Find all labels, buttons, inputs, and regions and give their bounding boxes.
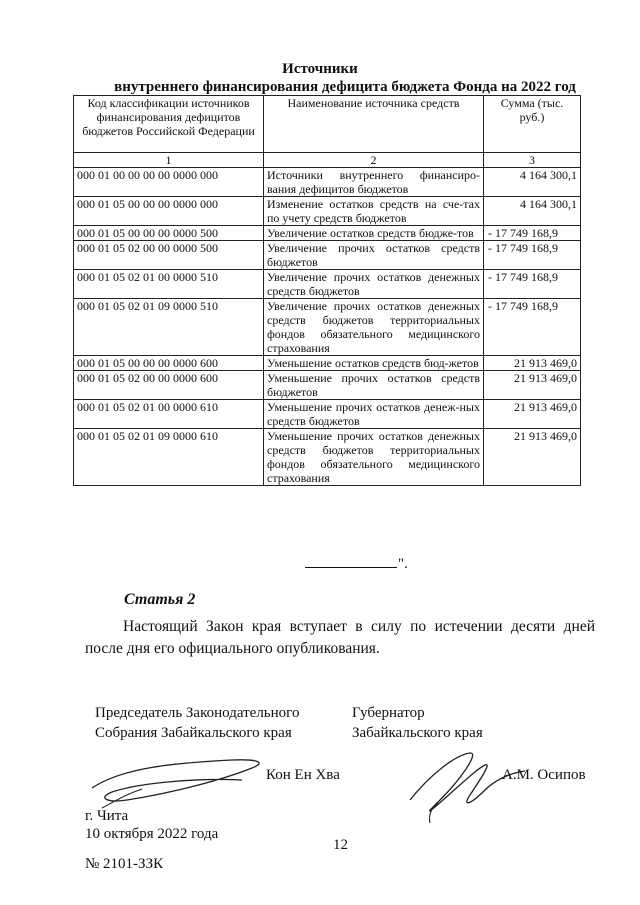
- row-amount: - 17 749 168,9: [484, 226, 581, 241]
- row-amount: 21 913 469,0: [484, 429, 581, 486]
- row-name: Увеличение прочих остатков средств бюджетов: [264, 241, 484, 270]
- place: г. Чита: [85, 808, 129, 824]
- financing-sources-table: [73, 95, 581, 486]
- table-row: [74, 168, 581, 197]
- table-row: [74, 356, 581, 371]
- page-number: 12: [333, 837, 348, 853]
- chairman-title-line2: Собрания Забайкальского края: [95, 725, 292, 741]
- header-name: Наименование источника средств: [264, 96, 484, 153]
- article-text: Настоящий Закон края вступает в силу по истечении десяти дней после дня его официального опубликования.: [85, 618, 595, 657]
- table-row: [74, 429, 581, 486]
- row-amount: 4 164 300,1: [484, 168, 581, 197]
- table-row: [74, 197, 581, 226]
- table-row: [74, 270, 581, 299]
- row-name: Уменьшение прочих остатков денежных средств бюджетов территориальных фондов обязательного медицинского страхования: [264, 429, 484, 486]
- row-name: Изменение остатков средств на сче-тах по учету средств бюджетов: [264, 197, 484, 226]
- row-name: Уменьшение остатков средств бюд-жетов: [264, 356, 484, 371]
- row-amount: - 17 749 168,9: [484, 241, 581, 270]
- header-code: Код классификации источников финансирования дефицитов бюджетов Российской Федерации: [74, 96, 264, 153]
- row-name: Увеличение остатков средств бюдже-тов: [264, 226, 484, 241]
- row-code: 000 01 05 02 01 09 0000 510: [74, 299, 264, 356]
- place-and-date: [85, 807, 218, 843]
- row-code: 000 01 05 00 00 00 0000 600: [74, 356, 264, 371]
- date: 10 октября 2022 года: [85, 826, 219, 842]
- col-number-1: 1: [74, 153, 264, 168]
- row-amount: - 17 749 168,9: [484, 299, 581, 356]
- row-code: 000 01 05 02 00 00 0000 600: [74, 371, 264, 400]
- governor-title-line1: Губернатор: [352, 705, 425, 721]
- table-title-line2: внутреннего финансирования дефицита бюджета Фонда на 2022 год: [114, 79, 576, 95]
- row-name: Уменьшение прочих остатков средств бюджетов: [264, 371, 484, 400]
- row-code: 000 01 05 02 01 00 0000 510: [74, 270, 264, 299]
- governor-title-line2: Забайкальского края: [352, 725, 483, 741]
- closing-underline: [305, 567, 397, 568]
- row-name: Увеличение прочих остатков денежных средств бюджетов: [264, 270, 484, 299]
- row-code: 000 01 05 02 00 00 0000 500: [74, 241, 264, 270]
- article-heading: Статья 2: [124, 591, 196, 608]
- chairman-title-line1: Председатель Законодательного: [95, 705, 300, 721]
- closing-quote: ".: [398, 556, 408, 572]
- governor-title: [352, 703, 483, 743]
- row-name: Увеличение прочих остатков денежных средств бюджетов территориальных фондов обязательного медицинского страхования: [264, 299, 484, 356]
- table-title-line1: Источники: [282, 61, 358, 77]
- table-body: [74, 168, 581, 486]
- row-amount: 4 164 300,1: [484, 197, 581, 226]
- row-code: 000 01 05 02 01 00 0000 610: [74, 400, 264, 429]
- col-number-3: 3: [484, 153, 581, 168]
- law-number: № 2101-ЗЗК: [85, 856, 164, 872]
- table-row: [74, 299, 581, 356]
- closing-mark: [305, 556, 408, 573]
- table-row: [74, 371, 581, 400]
- chairman-name: Кон Ен Хва: [266, 767, 340, 783]
- row-name: Источники внутреннего финансиро-вания дефицитов бюджетов: [264, 168, 484, 197]
- row-name: Уменьшение прочих остатков денеж-ных средств бюджетов: [264, 400, 484, 429]
- row-code: 000 01 05 02 01 09 0000 610: [74, 429, 264, 486]
- governor-name: А.М. Осипов: [502, 767, 586, 783]
- header-sum: Сумма (тыс. руб.): [484, 96, 581, 153]
- row-code: 000 01 00 00 00 00 0000 000: [74, 168, 264, 197]
- row-code: 000 01 05 00 00 00 0000 500: [74, 226, 264, 241]
- chairman-title: [95, 703, 299, 743]
- row-code: 000 01 05 00 00 00 0000 000: [74, 197, 264, 226]
- col-number-2: 2: [264, 153, 484, 168]
- row-amount: - 17 749 168,9: [484, 270, 581, 299]
- row-amount: 21 913 469,0: [484, 356, 581, 371]
- governor-signature: [400, 745, 530, 830]
- table-row: [74, 226, 581, 241]
- row-amount: 21 913 469,0: [484, 400, 581, 429]
- table-row: [74, 400, 581, 429]
- table-row: [74, 241, 581, 270]
- row-amount: 21 913 469,0: [484, 371, 581, 400]
